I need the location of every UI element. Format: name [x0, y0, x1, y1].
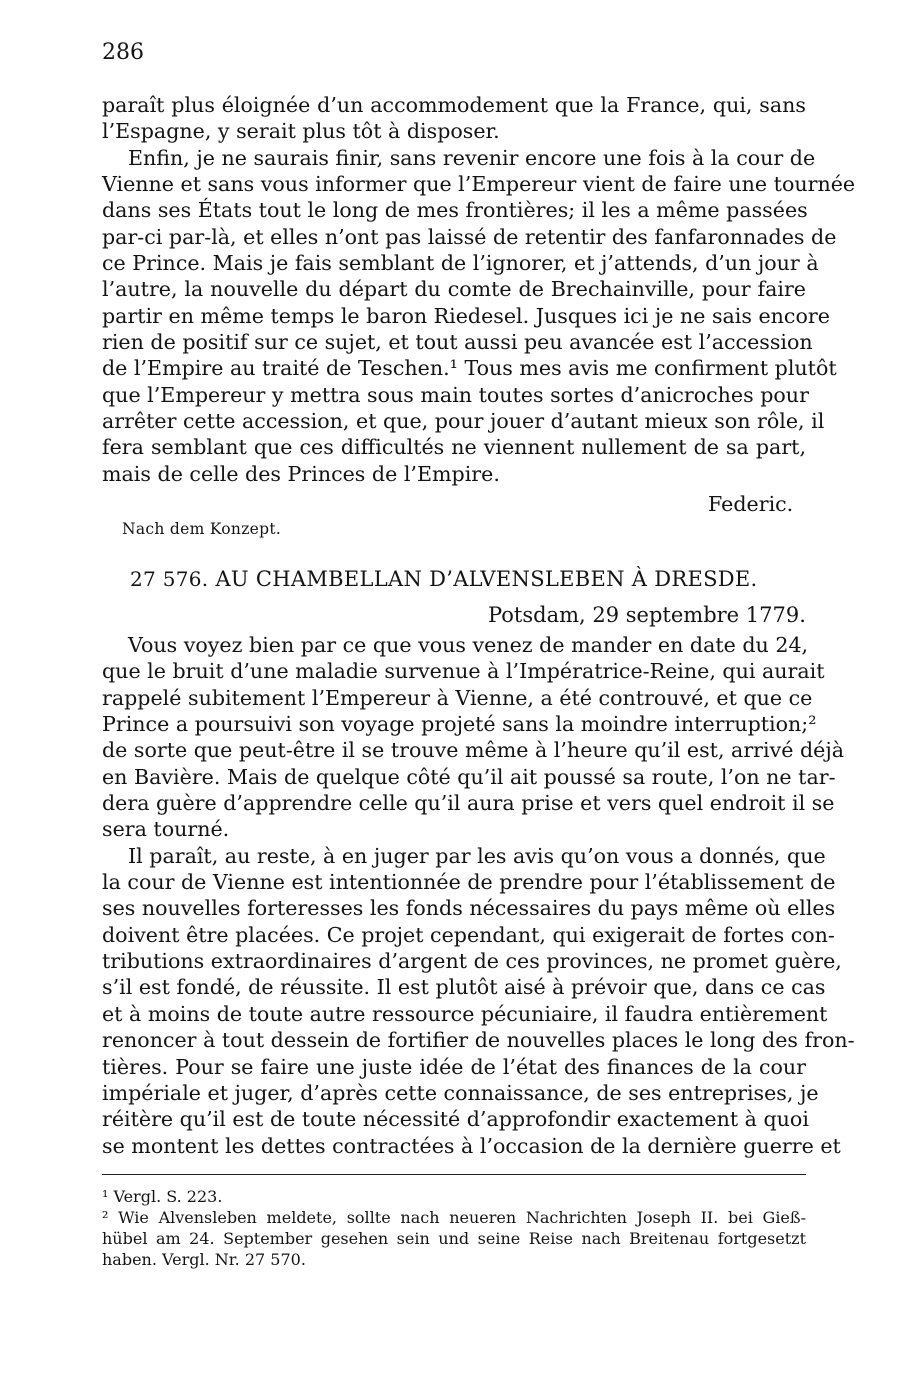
- text-line: arrêter cette accession, et que, pour jouer d’autant mieux son rôle, il: [102, 409, 825, 434]
- text-line: ses nouvelles forteresses les fonds nécessaires du pays même où elles: [102, 896, 836, 921]
- text-line: impériale et juger, d’après cette connaissance, de ses entreprises, je: [102, 1080, 819, 1105]
- dateline: Potsdam, 29 septembre 1779.: [488, 603, 806, 627]
- text-line: rien de positif sur ce sujet, et tout aussi peu avancée est l’accession: [102, 330, 813, 355]
- text-line: de l’Empire au traité de Teschen.¹ Tous mes avis me confirment plutôt: [102, 356, 837, 381]
- text-line: tières. Pour se faire une juste idée de l’état des finances de la cour: [102, 1054, 806, 1079]
- letter-body-continued: [102, 92, 856, 487]
- footnote-line: haben. Vergl. Nr. 27 570.: [102, 1250, 306, 1269]
- text-line: de sorte que peut-être il se trouve même à l’heure qu’il est, arrivé déjà: [102, 738, 845, 763]
- text-line: s’il est fondé, de réussite. Il est plutôt aisé à prévoir que, dans ce cas: [102, 975, 826, 1000]
- footnote-divider: [102, 1174, 806, 1175]
- text-line: dera guère d’apprendre celle qu’il aura prise et vers quel endroit il se: [102, 791, 835, 816]
- footnote-line: ¹ Vergl. S. 223.: [102, 1187, 223, 1206]
- text-line: sera tourné.: [102, 817, 230, 842]
- text-line: ce Prince. Mais je fais semblant de l’ignorer, et j’attends, d’un jour à: [102, 251, 819, 276]
- letter-heading: [130, 567, 758, 591]
- letter-body: [102, 632, 855, 1159]
- letter-number: 27 576.: [130, 567, 209, 591]
- text-line: et à moins de toute autre ressource pécuniaire, il faudra entièrement: [102, 1001, 828, 1026]
- footnote-line: hübel am 24. September gesehen sein und seine Reise nach Breitenau fortgesetzt: [102, 1229, 806, 1248]
- text-line: que le bruit d’une maladie survenue à l’Impératrice-Reine, qui aurait: [102, 659, 825, 684]
- text-line: l’autre, la nouvelle du départ du comte de Brechainville, pour faire: [102, 277, 806, 302]
- text-line: tributions extraordinaires d’argent de ces provinces, ne promet guère,: [102, 949, 842, 974]
- text-line: Enfin, je ne saurais finir, sans revenir encore une fois à la cour de: [128, 145, 816, 170]
- text-line: la cour de Vienne est intentionnée de prendre pour l’établissement de: [102, 870, 836, 895]
- text-line: réitère qu’il est de toute nécessité d’approfondir exactement à quoi: [102, 1107, 809, 1132]
- text-line: doivent être placées. Ce projet cependant, qui exigerait de fortes con-: [102, 922, 835, 947]
- signature: Federic.: [708, 492, 794, 516]
- page-number: 286: [102, 40, 144, 65]
- text-line: dans ses États tout le long de mes frontières; il les a même passées: [102, 198, 808, 223]
- footnotes: [102, 1186, 806, 1270]
- text-line: renoncer à tout dessein de fortifier de nouvelles places le long des fron-: [102, 1028, 855, 1053]
- text-line: rappelé subitement l’Empereur à Vienne, a été controuvé, et que ce: [102, 685, 813, 710]
- footnote-line: ² Wie Alvensleben meldete, sollte nach neueren Nachrichten Joseph II. bei Gieß-: [102, 1208, 806, 1227]
- text-line: se montent les dettes contractées à l’occasion de la dernière guerre et: [102, 1133, 841, 1158]
- text-line: que l’Empereur y mettra sous main toutes sortes d’anicroches pour: [102, 382, 809, 407]
- text-line: fera semblant que ces difficultés ne viennent nullement de sa part,: [102, 435, 806, 460]
- text-line: mais de celle des Princes de l’Empire.: [102, 461, 500, 486]
- text-line: l’Espagne, y serait plus tôt à disposer.: [102, 119, 500, 144]
- text-line: Vienne et sans vous informer que l’Empereur vient de faire une tournée: [102, 172, 856, 197]
- text-line: Prince a poursuivi son voyage projeté sans la moindre interruption;²: [102, 712, 817, 737]
- text-line: Vous voyez bien par ce que vous venez de mander en date du 24,: [128, 633, 809, 657]
- text-line: en Bavière. Mais de quelque côté qu’il ait poussé sa route, l’on ne tar-: [102, 764, 836, 789]
- text-line: par-ci par-là, et elles n’ont pas laissé de retentir des fanfaronnades de: [102, 224, 837, 249]
- text-line: Il paraît, au reste, à en juger par les avis qu’on vous a donnés, que: [128, 843, 826, 868]
- text-line: partir en même temps le baron Riedesel. Jusques ici je ne sais encore: [102, 303, 830, 328]
- letter-title: AU CHAMBELLAN D’ALVENSLEBEN À DRESDE.: [215, 567, 758, 591]
- source-note: Nach dem Konzept.: [122, 520, 282, 538]
- text-line: paraît plus éloignée d’un accommodement que la France, qui, sans: [102, 93, 806, 117]
